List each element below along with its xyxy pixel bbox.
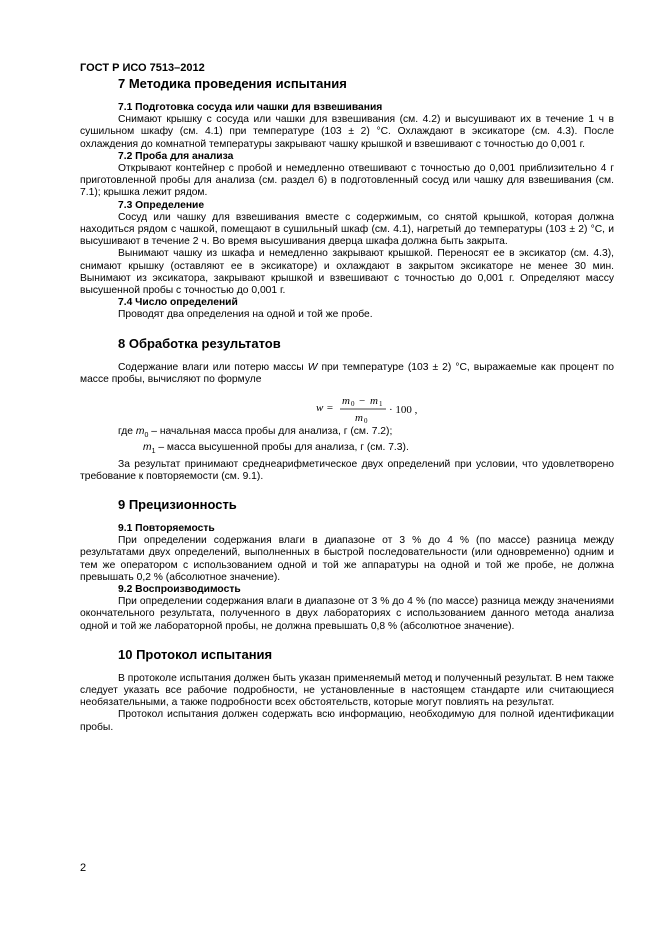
section-7-title: 7 Методика проведения испытания <box>118 76 347 91</box>
subsection-7-3-text-2: Вынимают чашку из шкафа и немедленно закрывают крышкой. Переносят ее в эксикатор (см. 4.3), снимают крышку (оставляют ее в эксикаторе) и охлаждают в закрытом эксикаторе не менее 30 мин. Вынимают из эксикатора, закрывают крышкой и взвешивают с точностью до 0,001 г. Определяют массу высушенной пробы с точностью до 0,001 г. <box>80 248 614 297</box>
section-9 <box>80 497 614 633</box>
formula-num-m1: m <box>370 395 378 408</box>
section-8 <box>80 336 614 483</box>
page-number: 2 <box>80 862 87 874</box>
formula-factor: · 100 , <box>389 404 418 417</box>
section-9-title: 9 Прецизионность <box>118 496 237 512</box>
subsection-9-1-text: При определении содержания влаги в диапазоне от 3 % до 4 % (по массе) разница между результатами двух определений, выполненных в быстрой последовательности (или одновременно) одним и тем же оператором с использованием одной и той же аппаратуры на одной и той же пробе, не должна превышать 0,2 % (абсолютное значение). <box>80 535 614 583</box>
section-10-text-1: В протоколе испытания должен быть указан применяемый метод и полученный результат. В нем также следует указать все рабочие подробности, не установленные в настоящем стандарте или считающиеся необязательными, а также подробности всех обстоятельств, которые могут повлиять на результат. <box>80 672 614 709</box>
subsection-9-2-title: 9.2 Воспроизводимость <box>118 583 241 595</box>
where-sub-0: 0 <box>144 432 149 440</box>
where-text-1: – начальная масса пробы для анализа, г (см. 7.2); <box>148 426 393 438</box>
subsection-7-4-text: Проводят два определения на одной и той же пробе. <box>118 309 373 321</box>
where-line-2 <box>80 442 614 458</box>
where-symbol-m0: m <box>135 426 145 438</box>
formula-den-m0: m <box>355 412 363 425</box>
subsection-9-2-text: При определении содержания влаги в диапазоне от 3 % до 4 % (по массе) разница между значениями окончательного результата, полученного в двух лабораториях с использованием данного метода анализа одной и той же лабораторной пробы, не должна превышать 0,8 % (абсолютное значение). <box>80 596 614 632</box>
formula-num-m0: m <box>342 395 350 408</box>
intro-text-b: при температуре (103 ± 2) °С, выражаемые как процент по массе пробы, вычисляют по формуле <box>80 361 614 385</box>
document-header: ГОСТ Р ИСО 7513–2012 <box>80 62 205 74</box>
formula-num-sub1: 1 <box>379 400 383 409</box>
formula-lhs: w = <box>316 402 334 415</box>
intro-text-a: Содержание влаги или потерю массы <box>118 361 308 373</box>
section-8-intro <box>80 362 614 386</box>
where-line-1 <box>80 426 614 442</box>
subsection-9-1-title: 9.1 Повторяемость <box>118 522 215 534</box>
subsection-7-1-text: Снимают крышку с сосуда или чашки для взвешивания (см. 4.2) и высушивают их в течение 1 ч в сушильном шкафу (см. 4.1) при температуре (103 ± 2) °С. Охлаждают в эксикаторе (см. 4.3). После охлаждения до комнатной температуры закрывают чашку крышкой и взвешивают с точностью до 0,001 г. <box>80 114 614 150</box>
where-prefix: где <box>118 426 136 438</box>
subsection-7-3-title: 7.3 Определение <box>118 199 205 211</box>
document-body <box>80 76 614 734</box>
formula-num-sub0: 0 <box>351 400 355 409</box>
subsection-7-3-text-1: Сосуд или чашку для взвешивания вместе с содержимым, со снятой крышкой, которая должна находиться рядом с чашкой, помещают в сушильный шкаф (см. 4.1), нагретый до температуры (103 ± 2) °С, и высушивают в течение 2 ч. Во время высушивания дверца шкафа должна быть закрыта. <box>80 211 614 248</box>
section-7 <box>80 76 614 322</box>
where-text-2: – масса высушенной пробы для анализа, г (см. 7.3). <box>155 442 409 454</box>
section-8-title: 8 Обработка результатов <box>118 335 281 351</box>
intro-symbol-w: W <box>307 361 318 373</box>
subsection-7-4-title: 7.4 Число определений <box>118 297 238 309</box>
section-10-text-2: Протокол испытания должен содержать всю информацию, необходимую для полной идентификации пробы. <box>80 709 614 733</box>
subsection-7-2-text: Открывают контейнер с пробой и немедленно отвешивают с точностью до 0,001 приблизительно 4 г приготовленной пробы для анализа (см. раздел 6) в подготовленный сосуд или чашку для взвешивания (см. 7.1); крышка лежит рядом. <box>80 163 614 199</box>
section-10 <box>80 647 614 734</box>
subsection-7-1-title: 7.1 Подготовка сосуда или чашки для взвешивания <box>118 102 383 113</box>
formula-minus: − <box>359 395 366 408</box>
subsection-7-2-title: 7.2 Проба для анализа <box>118 150 234 162</box>
moisture-formula <box>80 392 614 425</box>
where-sub-1: 1 <box>151 448 156 456</box>
formula-den-sub0: 0 <box>364 417 368 425</box>
section-10-title: 10 Протокол испытания <box>118 646 273 662</box>
formula-graphic <box>310 392 510 424</box>
where-symbol-m1: m <box>143 442 152 454</box>
section-8-result-text: За результат принимают среднеарифметическое двух определений при условии, что удовлетворено требование к повторяемости (см. 9.1). <box>80 458 614 482</box>
